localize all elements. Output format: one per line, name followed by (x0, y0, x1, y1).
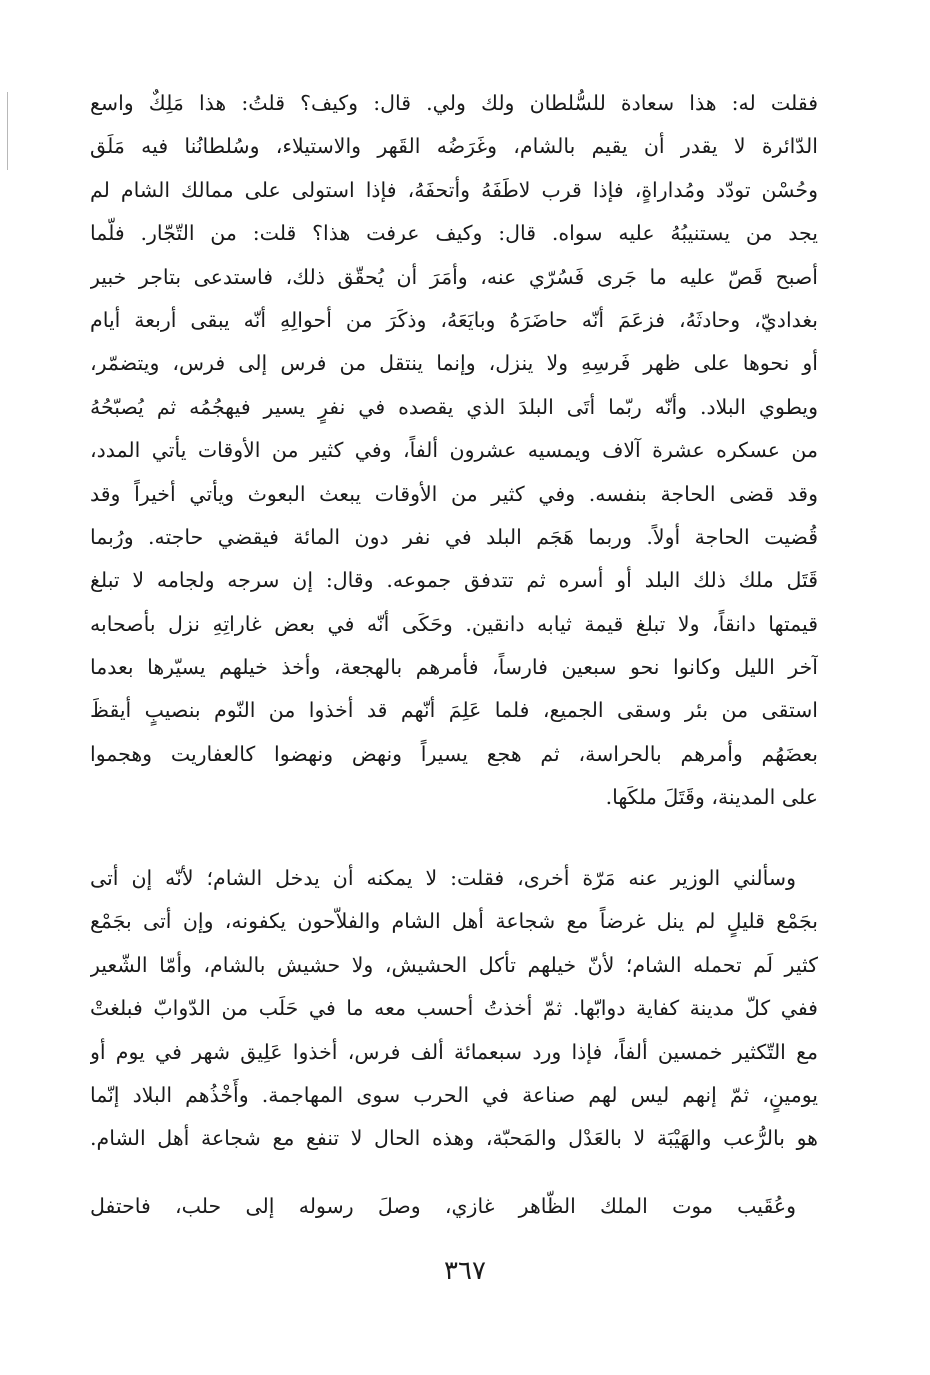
text-line: وعُقَيب موت الملك الظّاهر غازي، وصلَ رسوله إلى حلب، فاحتفل (90, 1194, 796, 1218)
page-number: ٣٦٧ (444, 1256, 486, 1286)
text-line: مع التّكثير خمسين ألفاً، فإذا ورد سبعمائة ألف فرس، أخذوا عَلِيق شهر في يوم أو (90, 1039, 818, 1064)
text-line: الدّائرة لا يقدر أن يقيم بالشام، وغَرَضُه القَهر والاستيلاء، وسُلطانُنا فيه مَلَق (90, 134, 818, 159)
text-line: ويطوي البلاد. وأنّه ربّما أتَى البلدَ الذي يقصده في نفرٍ يسير فيهجُمُه ثم يُصبّحُهُ (90, 394, 818, 419)
text-line: أو نحوها على ظهر فَرسِهِ ولا ينزل، وإنما ينتقل من فرس إلى فرس، ويتضمّر، (90, 351, 818, 376)
text-line: وحُسْن تودّد ومُداراةٍ، فإذا قرب لاطَفَهُ وأتحفَهُ، فإذا استولى على ممالك الشام لم (90, 177, 818, 202)
text-line: هو بالرُّعب والهَيْبَة لا بالعَدْل والمَحبّة، وهذه الحال لا تنفع مع شجاعة أهل الشام. (90, 1126, 818, 1151)
text-line: على المدينة، وقَتَلَ ملكَها. (605, 785, 818, 810)
text-line: فقلت له: هذا سعادة للسُّلطان ولك ولي. قال: وكيف؟ قلتُ: هذا مَلِكٌ واسع (90, 91, 818, 115)
text-line: أصبح قَصّ عليه ما جَرى فَسُرّي عنه، وأمَرَ أن يُحقّق ذلك، فاستدعى بتاجر خبير (90, 264, 818, 289)
left-margin-mark (7, 92, 8, 170)
text-line: بعضَهُم وأمرهم بالحراسة، ثم هجع يسيراً ونهض ونهضوا كالعفاريت وهجموا (90, 741, 818, 766)
text-line: كثير لَم تحمله الشام؛ لأنّ خيلهم تأكل الحشيش، ولا حشيش بالشام، وأمّا الشّعير (90, 952, 818, 977)
text-line: وسألني الوزير عنه مَرّة أخرى، فقلت: لا يمكنه أن يدخل الشام؛ لأنّه إن أتى (90, 866, 796, 890)
text-line: قيمتها دانقاً، ولا تبلغ قيمة ثيابه دانقين. وحَكَى أنّه في بعض غاراتِهِ نزل بأصحابه (90, 611, 818, 636)
text-line: يومينٍ، ثمّ إنهم ليس لهم صناعة في الحرب سوى المهاجمة. وأَخْذُهم البلاد إنّما (90, 1082, 818, 1107)
text-line: آخر الليل وكانوا نحو سبعين فارساً، فأمرهم بالهجعة، وأخذ خيلهم يسيّرها بعدما (90, 655, 818, 680)
text-line: ففي كلّ مدينة كفاية دوابّها. ثمّ أخذتُ أحسب معه ما في حَلَب من الدّوابّ فبلغتْ (90, 996, 818, 1021)
text-line: من عسكره عشرة آلاف ويمسيه عشرون ألفاً، وفي كثير من الأوقات يأتي المدد، (90, 438, 818, 463)
text-line: قَتَل ملك ذلك البلد أو أسره ثم تتدفق جموعه. وقال: إن سرجه ولجامه لا تبلغ (90, 568, 818, 593)
paragraph-1 (90, 82, 818, 820)
text-line: يجد من يستنيبُهُ عليه سواه. قال: وكيف عرفت هذا؟ قلت: من التّجّار. فلّما (90, 221, 818, 246)
text-line: استقى من بئر وسقى الجميع، فلما عَلِمَ أنّهم قد أخذوا من النّوم بنصيبٍ أيقظَ (90, 698, 818, 723)
text-line: قُضيت الحاجة أولاً. وربما هَجَم البلد في نفر دون المائة فيقضي حاجته. ورُبما (90, 524, 818, 549)
text-line: بغداديّ، وحادثَهُ، فزعَمَ أنّه حاضَرَهُ وبايَعَهُ، وذكَرَ من أحوالِهِ أنّه يبقى أربعة أيام (90, 307, 818, 332)
paragraph-2 (90, 857, 818, 1161)
text-line: وقد قضى الحاجة بنفسه. وفي كثير من الأوقات يبعث البعوث ويأتي أخيراً وقد (90, 481, 818, 506)
text-line: بجَمْع قليلٍ لم ينل غرضاً مع شجاعة أهل الشام والفلاّحون يكفونه، وإن أتى بجَمْع (90, 909, 818, 934)
paragraph-3 (90, 1185, 818, 1228)
